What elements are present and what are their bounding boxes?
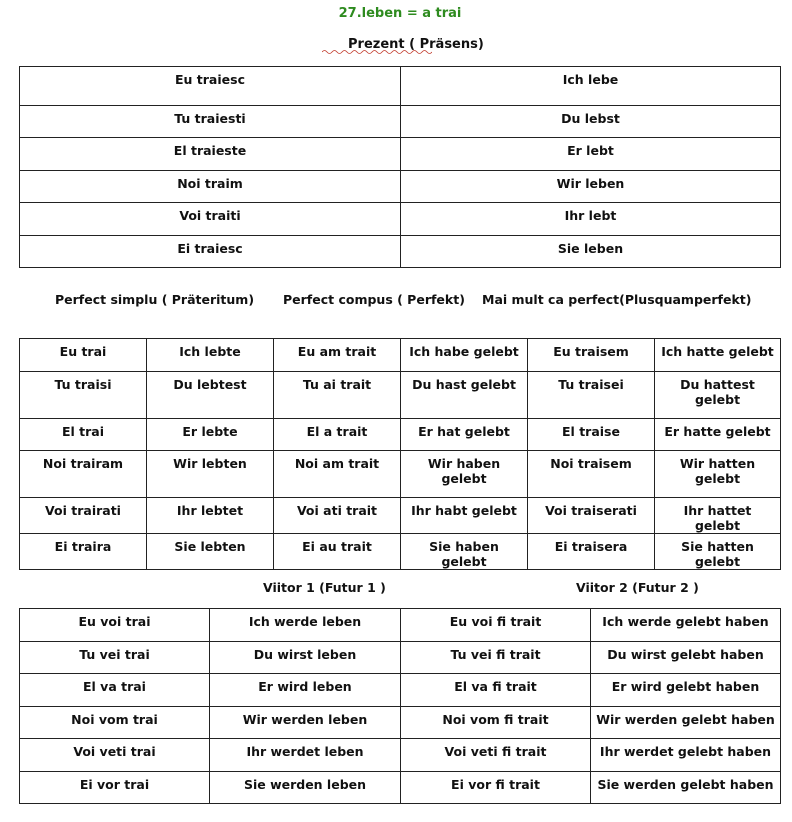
cell: Sie haben gelebt [401,534,528,570]
cell: Ihr lebtet [147,498,274,534]
pluperfect-heading: Mai mult ca perfect(Plusquamperfekt) [482,292,752,307]
cell: Ihr lebt [401,203,781,236]
perfect-heading: Perfect compus ( Perfekt) [283,292,465,307]
cell: Ei traisera [528,534,655,570]
cell: Voi veti fi trait [401,739,591,772]
cell: Ihr hattet gelebt [655,498,781,534]
cell: El a trait [274,419,401,451]
cell: Voi ati trait [274,498,401,534]
cell: Du lebst [401,106,781,138]
cell: Noi am trait [274,451,401,498]
preterite-heading: Perfect simplu ( Präteritum) [55,292,255,307]
cell: Sie lebten [147,534,274,570]
cell: Wir werden leben [210,707,401,739]
cell: Sie hatten gelebt [655,534,781,570]
cell: Eu traisem [528,339,655,372]
cell: Eu voi trai [20,609,210,642]
future2-heading: Viitor 2 (Futur 2 ) [576,580,699,595]
cell: Tu traisei [528,372,655,419]
present-table [19,66,781,268]
cell: Wir werden gelebt haben [591,707,781,739]
cell: Voi veti trai [20,739,210,772]
cell: El trai [20,419,147,451]
cell: Du lebtest [147,372,274,419]
cell: Ihr habt gelebt [401,498,528,534]
future-table [19,608,781,804]
cell: Tu traisi [20,372,147,419]
cell: El traieste [20,138,401,171]
cell: Voi trairati [20,498,147,534]
cell: Wir hatten gelebt [655,451,781,498]
cell: Wir haben gelebt [401,451,528,498]
cell: Eu voi fi trait [401,609,591,642]
cell: Er hat gelebt [401,419,528,451]
cell: Noi vom fi trait [401,707,591,739]
past-table [19,338,781,570]
cell: Ei au trait [274,534,401,570]
cell: Er lebte [147,419,274,451]
cell: Er hatte gelebt [655,419,781,451]
cell: Ich lebe [401,67,781,106]
cell: Ei traira [20,534,147,570]
cell: Tu vei fi trait [401,642,591,674]
cell: Ich hatte gelebt [655,339,781,372]
cell: El traise [528,419,655,451]
cell: El va fi trait [401,674,591,707]
cell: Er wird gelebt haben [591,674,781,707]
cell: Ich habe gelebt [401,339,528,372]
cell: Tu ai trait [274,372,401,419]
cell: Ei vor trai [20,772,210,804]
cell: Er wird leben [210,674,401,707]
cell: Du hattest gelebt [655,372,781,419]
cell: Du wirst leben [210,642,401,674]
cell: Ich werde gelebt haben [591,609,781,642]
cell: Eu trai [20,339,147,372]
cell: Tu vei trai [20,642,210,674]
cell: Du wirst gelebt haben [591,642,781,674]
cell: Ei traiesc [20,236,401,268]
cell: Sie werden leben [210,772,401,804]
cell: Ihr werdet gelebt haben [591,739,781,772]
cell: Sie werden gelebt haben [591,772,781,804]
cell: Noi traisem [528,451,655,498]
cell: Eu traiesc [20,67,401,106]
cell: Ihr werdet leben [210,739,401,772]
present-heading: Prezent ( Präsens) [348,37,484,52]
cell: Voi traiserati [528,498,655,534]
cell: Eu am trait [274,339,401,372]
page-title: 27.leben = a trai [338,6,462,21]
cell: Noi traim [20,171,401,203]
cell: Ich lebte [147,339,274,372]
cell: Voi traiti [20,203,401,236]
cell: Ich werde leben [210,609,401,642]
future1-heading: Viitor 1 (Futur 1 ) [263,580,386,595]
cell: Er lebt [401,138,781,171]
cell: Wir lebten [147,451,274,498]
cell: Tu traiesti [20,106,401,138]
cell: Ei vor fi trait [401,772,591,804]
cell: Sie leben [401,236,781,268]
cell: El va trai [20,674,210,707]
cell: Wir leben [401,171,781,203]
cell: Du hast gelebt [401,372,528,419]
cell: Noi trairam [20,451,147,498]
cell: Noi vom trai [20,707,210,739]
